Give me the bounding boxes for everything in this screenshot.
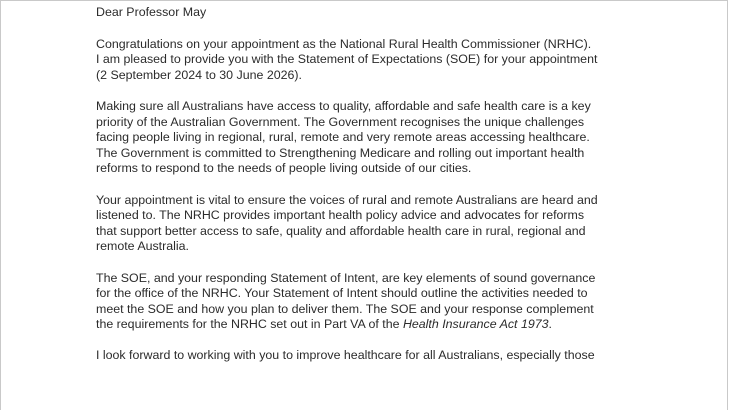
text-line: priority of the Australian Government. The Government recognises the unique challenges xyxy=(96,114,585,129)
text-line-segment: the requirements for the NRHC set out in Part VA of the xyxy=(96,317,403,332)
text-line: meet the SOE and how you plan to deliver them. The SOE and your response complement xyxy=(96,301,594,316)
text-line: remote Australia. xyxy=(96,239,189,254)
letter-body xyxy=(96,5,696,380)
paragraph-role-of-nrhc xyxy=(96,193,696,255)
text-line: The SOE, and your responding Statement of Intent, are key elements of sound governance xyxy=(96,270,596,285)
act-title: Health Insurance Act 1973 xyxy=(402,317,549,332)
text-line: Your appointment is vital to ensure the voices of rural and remote Australians are heard and xyxy=(96,192,598,207)
paragraph-government-priority xyxy=(96,99,696,177)
paragraph-closing xyxy=(96,348,696,364)
text-line: I look forward to working with you to improve healthcare for all Australians, especially those xyxy=(96,348,595,363)
salutation: Dear Professor May xyxy=(96,5,207,19)
text-line: that support better access to safe, quality and affordable health care in rural, regional and xyxy=(96,223,586,238)
text-line: facing people living in regional, rural, remote and very remote areas accessing healthcare. xyxy=(96,130,590,145)
text-line: The Government is committed to Strengthening Medicare and rolling out important health xyxy=(96,145,585,160)
text-line xyxy=(96,317,696,333)
text-line: Congratulations on your appointment as the National Rural Health Commissioner (NRHC). xyxy=(96,36,592,51)
text-line: listened to. The NRHC provides important health policy advice and advocates for reforms xyxy=(96,208,585,223)
text-line: I am pleased to provide you with the Statement of Expectations (SOE) for your appointment xyxy=(96,52,598,67)
text-line: for the office of the NRHC. Your Statement of Intent should outline the activities needed to xyxy=(96,286,588,301)
paragraph-statement-of-intent xyxy=(96,271,696,333)
text-line: (2 September 2024 to 30 June 2026). xyxy=(96,67,302,82)
text-line: Making sure all Australians have access to quality, affordable and safe health care is a key xyxy=(96,98,591,113)
text-line-segment: . xyxy=(548,317,552,332)
text-line: reforms to respond to the needs of people living outside of our cities. xyxy=(96,161,472,176)
paragraph-appointment xyxy=(96,37,696,84)
